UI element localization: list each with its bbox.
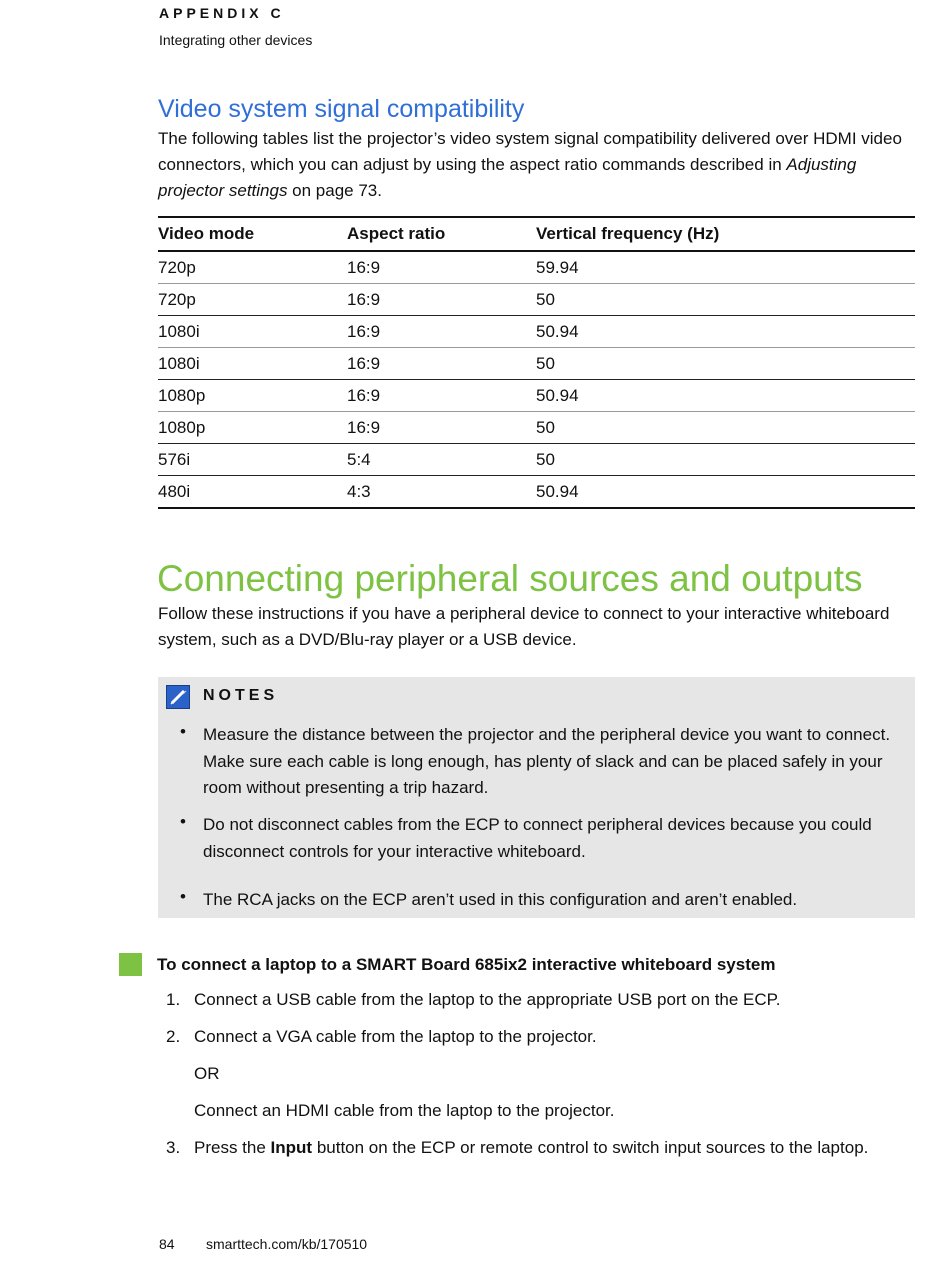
cell-video-mode: 576i — [158, 444, 347, 476]
cell-frequency: 50 — [536, 444, 915, 476]
notes-box — [158, 677, 915, 918]
table-row — [158, 412, 915, 444]
cross-reference-link[interactable]: Adjusting projector settings — [158, 155, 857, 200]
cell-aspect-ratio: 5:4 — [347, 444, 536, 476]
note-text: Measure the distance between the projector and the peripheral device you want to connect. Make sure each cable is long enough, has plenty of slack and can be placed safely in your room without presenting a trip hazard. — [203, 725, 891, 797]
table-row — [158, 251, 915, 284]
section-intro-peripherals: Follow these instructions if you have a peripheral device to connect to your interactive whiteboard system, such as a DVD/Blu-ray player or a USB device. — [158, 604, 890, 649]
cell-aspect-ratio: 16:9 — [347, 284, 536, 316]
bullet-icon: • — [180, 812, 186, 831]
cell-video-mode: 1080i — [158, 348, 347, 380]
step-number: 2. — [166, 1027, 181, 1046]
table-row — [158, 284, 915, 316]
or-label: OR — [194, 1064, 220, 1083]
cell-frequency: 50.94 — [536, 476, 915, 509]
appendix-label: APPENDIX C — [159, 5, 285, 21]
compatibility-table — [158, 216, 915, 509]
cell-aspect-ratio: 16:9 — [347, 380, 536, 412]
section-heading-peripherals: Connecting peripheral sources and outputs — [157, 558, 863, 599]
cell-aspect-ratio: 16:9 — [347, 316, 536, 348]
cell-video-mode: 1080i — [158, 316, 347, 348]
table-header-row — [158, 217, 915, 251]
step-number: 1. — [166, 990, 181, 1009]
cell-aspect-ratio: 16:9 — [347, 348, 536, 380]
section-heading-video: Video system signal compatibility — [158, 95, 525, 123]
cell-frequency: 50.94 — [536, 380, 915, 412]
intro-text-2: on page 73. — [287, 181, 382, 200]
procedure-title: To connect a laptop to a SMART Board 685ix2 interactive whiteboard system — [157, 955, 776, 974]
section-intro-video — [158, 126, 918, 204]
cell-video-mode: 1080p — [158, 412, 347, 444]
footer-url-link[interactable]: smarttech.com/kb/170510 — [206, 1236, 368, 1252]
intro-text-1: The following tables list the projector’s video system signal compatibility delivered over HDMI video connectors, which you can adjust by using the aspect ratio commands described in — [158, 129, 902, 174]
pencil-note-icon — [166, 685, 190, 709]
header-aspect-ratio: Aspect ratio — [347, 217, 536, 251]
page-number: 84 — [159, 1236, 175, 1252]
cell-aspect-ratio: 16:9 — [347, 412, 536, 444]
procedure-marker-icon — [119, 953, 142, 976]
step3-text-pre: Press the — [194, 1138, 271, 1157]
notes-title: NOTES — [203, 687, 279, 704]
step-text: Connect a USB cable from the laptop to the appropriate USB port on the ECP. — [194, 990, 781, 1009]
cell-video-mode: 480i — [158, 476, 347, 509]
step3-text-post: button on the ECP or remote control to switch input sources to the laptop. — [312, 1138, 869, 1157]
step-text — [194, 1138, 868, 1158]
note-text: Do not disconnect cables from the ECP to connect peripheral devices because you could disconnect controls for your interactive whiteboard. — [203, 815, 872, 861]
cell-video-mode: 720p — [158, 251, 347, 284]
bullet-icon: • — [180, 722, 186, 741]
cell-video-mode: 1080p — [158, 380, 347, 412]
cell-frequency: 50 — [536, 412, 915, 444]
header-vertical-frequency: Vertical frequency (Hz) — [536, 217, 915, 251]
table-row — [158, 476, 915, 509]
alternative-step-text: Connect an HDMI cable from the laptop to the projector. — [194, 1101, 615, 1120]
pencil-icon-graphic — [167, 686, 189, 708]
note-text: The RCA jacks on the ECP aren’t used in this configuration and aren’t enabled. — [203, 890, 798, 909]
bullet-icon: • — [180, 887, 186, 906]
header-video-mode: Video mode — [158, 217, 347, 251]
cell-aspect-ratio: 16:9 — [347, 251, 536, 284]
table-row — [158, 380, 915, 412]
cell-frequency: 50.94 — [536, 316, 915, 348]
cell-aspect-ratio: 4:3 — [347, 476, 536, 509]
table-row — [158, 348, 915, 380]
step-number: 3. — [166, 1138, 181, 1157]
table-row — [158, 444, 915, 476]
cell-frequency: 50 — [536, 284, 915, 316]
table-row — [158, 316, 915, 348]
chapter-subtitle: Integrating other devices — [159, 32, 313, 48]
cell-video-mode: 720p — [158, 284, 347, 316]
input-button-name: Input — [270, 1138, 313, 1157]
cell-frequency: 59.94 — [536, 251, 915, 284]
step-text: Connect a VGA cable from the laptop to the projector. — [194, 1027, 597, 1046]
cell-frequency: 50 — [536, 348, 915, 380]
